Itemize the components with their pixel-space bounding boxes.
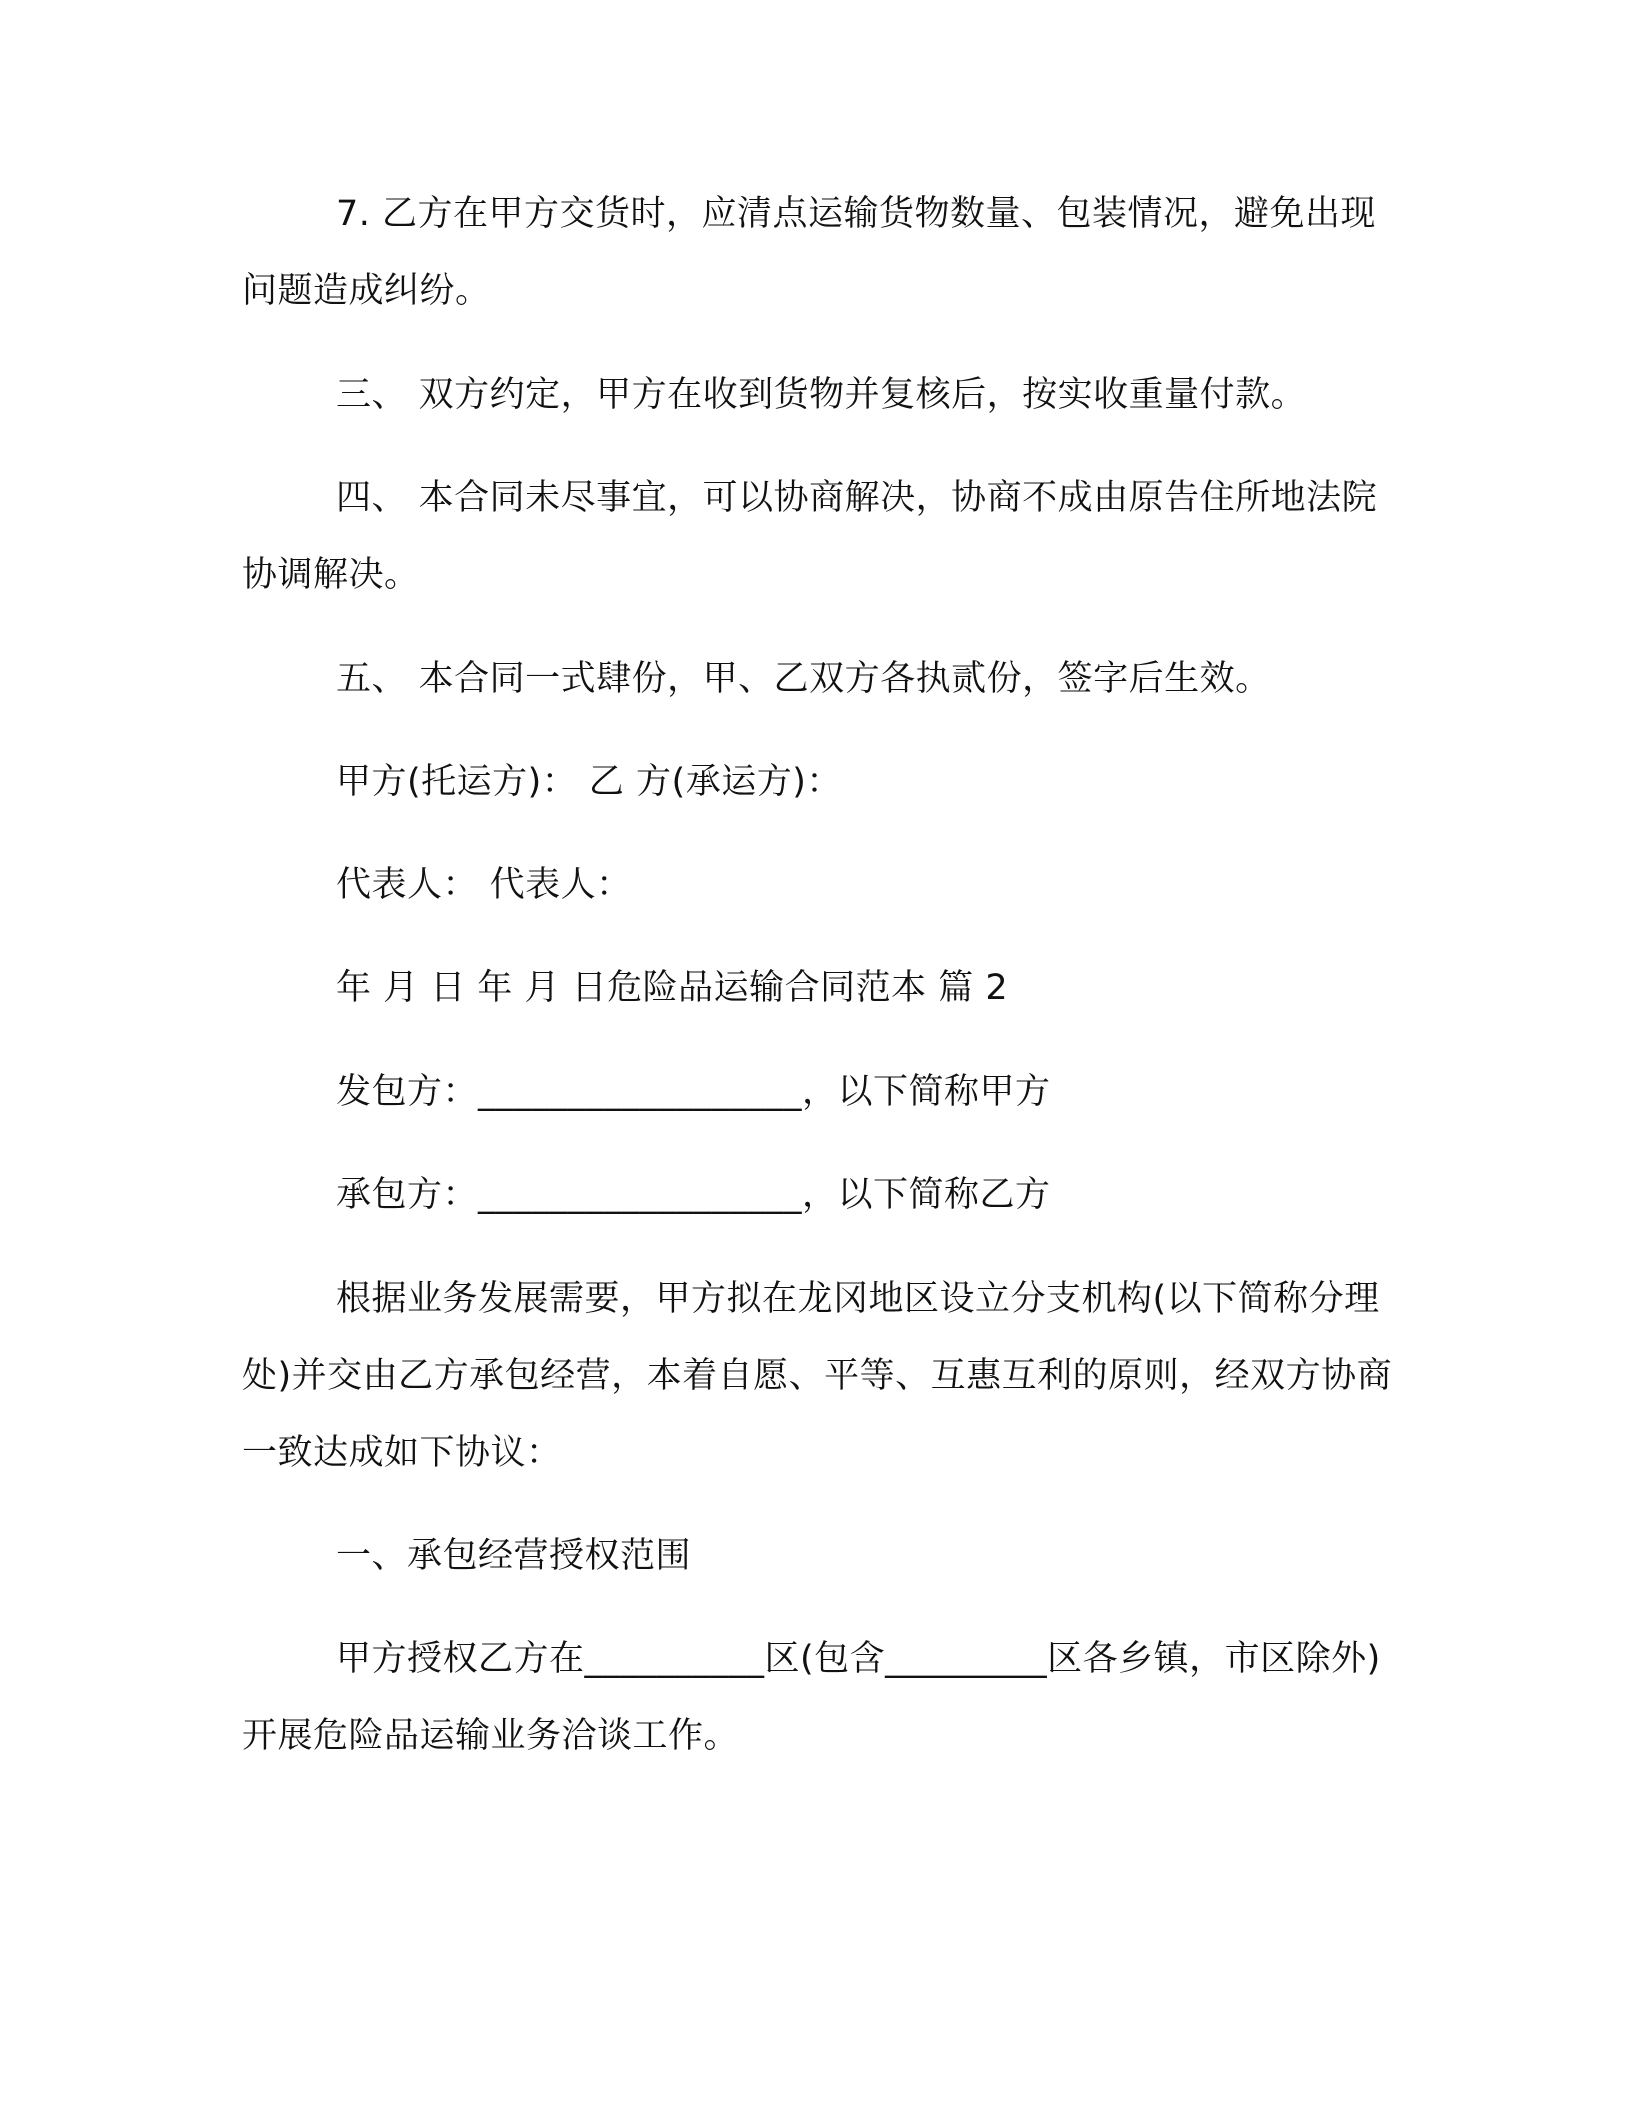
paragraph-clause-4: 四、 本合同未尽事宜，可以协商解决，协商不成由原告住所地法院协调解决。 (242, 478, 1378, 595)
date-and-section-title: 年 月 日 年 月 日危险品运输合同范本 篇 2 (336, 968, 1009, 1008)
paragraph-clause-7: 7. 乙方在甲方交货时，应清点运输货物数量、包装情况，避免出现问题造成纠纷。 (242, 194, 1377, 311)
signature-parties-line: 甲方(托运方)： 乙 方(承运方)： (336, 762, 842, 802)
contracting-party-line: 发包方：__________________，以下简称甲方 (336, 1072, 1051, 1112)
paragraph-clause-3: 三、 双方约定，甲方在收到货物并复核后，按实收重量付款。 (336, 375, 1307, 415)
section-heading-authorization-scope: 一、承包经营授权范围 (336, 1536, 692, 1576)
representative-line: 代表人： 代表人： (336, 865, 632, 905)
authorization-scope-paragraph: 甲方授权乙方在__________区(包含_________区各乡镇，市区除外)开展危险品运输业务洽谈工作。 (242, 1639, 1381, 1756)
paragraph-clause-5: 五、 本合同一式肆份，甲、乙双方各执贰份，签字后生效。 (336, 659, 1271, 699)
agreement-preamble: 根据业务发展需要，甲方拟在龙冈地区设立分支机构(以下简称分理处)并交由乙方承包经营，本着自愿、平等、互惠互利的原则，经双方协商一致达成如下协议： (242, 1279, 1393, 1473)
contractor-line: 承包方：__________________，以下简称乙方 (336, 1175, 1051, 1215)
